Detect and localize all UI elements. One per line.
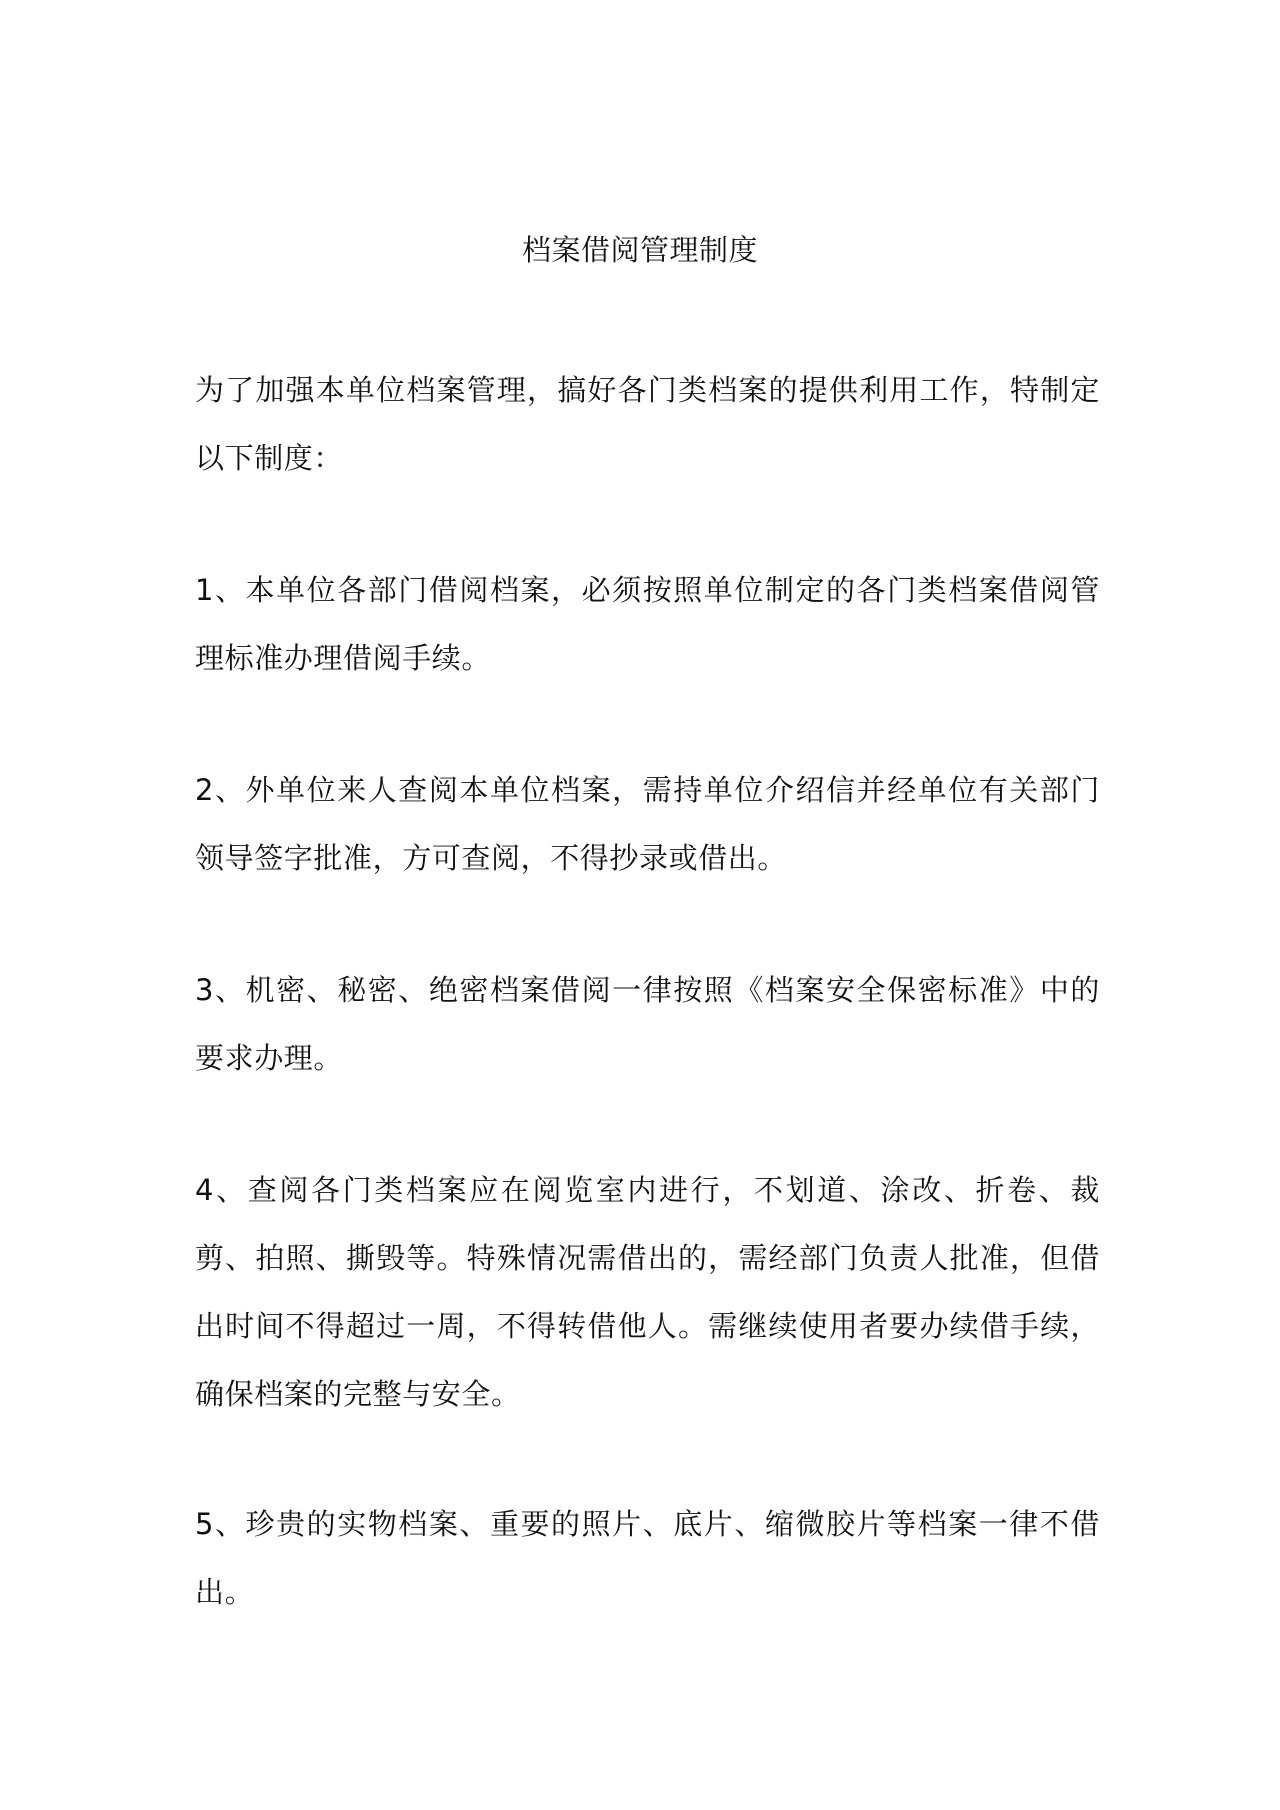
rule-item-4: 4、查阅各门类档案应在阅览室内进行，不划道、涂改、折卷、裁剪、拍照、撕毁等。特殊情况需借出的，需经部门负责人批准，但借出时间不得超过一周，不得转借他人。需继续使用者要办续借手续，确保档案的完整与安全。 xyxy=(195,1173,1100,1411)
document-title: 档案借阅管理制度 xyxy=(521,233,758,267)
rule-item-5: 5、珍贵的实物档案、重要的照片、底片、缩微胶片等档案一律不借出。 xyxy=(195,1507,1100,1609)
intro-paragraph: 为了加强本单位档案管理，搞好各门类档案的提供利用工作，特制定以下制度： xyxy=(195,373,1100,475)
rule-item-1: 1、本单位各部门借阅档案，必须按照单位制定的各门类档案借阅管理标准办理借阅手续。 xyxy=(195,573,1100,675)
rule-item-2: 2、外单位来人查阅本单位档案，需持单位介绍信并经单位有关部门领导签字批准，方可查阅，不得抄录或借出。 xyxy=(195,773,1100,875)
rule-item-3: 3、机密、秘密、绝密档案借阅一律按照《档案安全保密标准》中的要求办理。 xyxy=(195,973,1100,1075)
